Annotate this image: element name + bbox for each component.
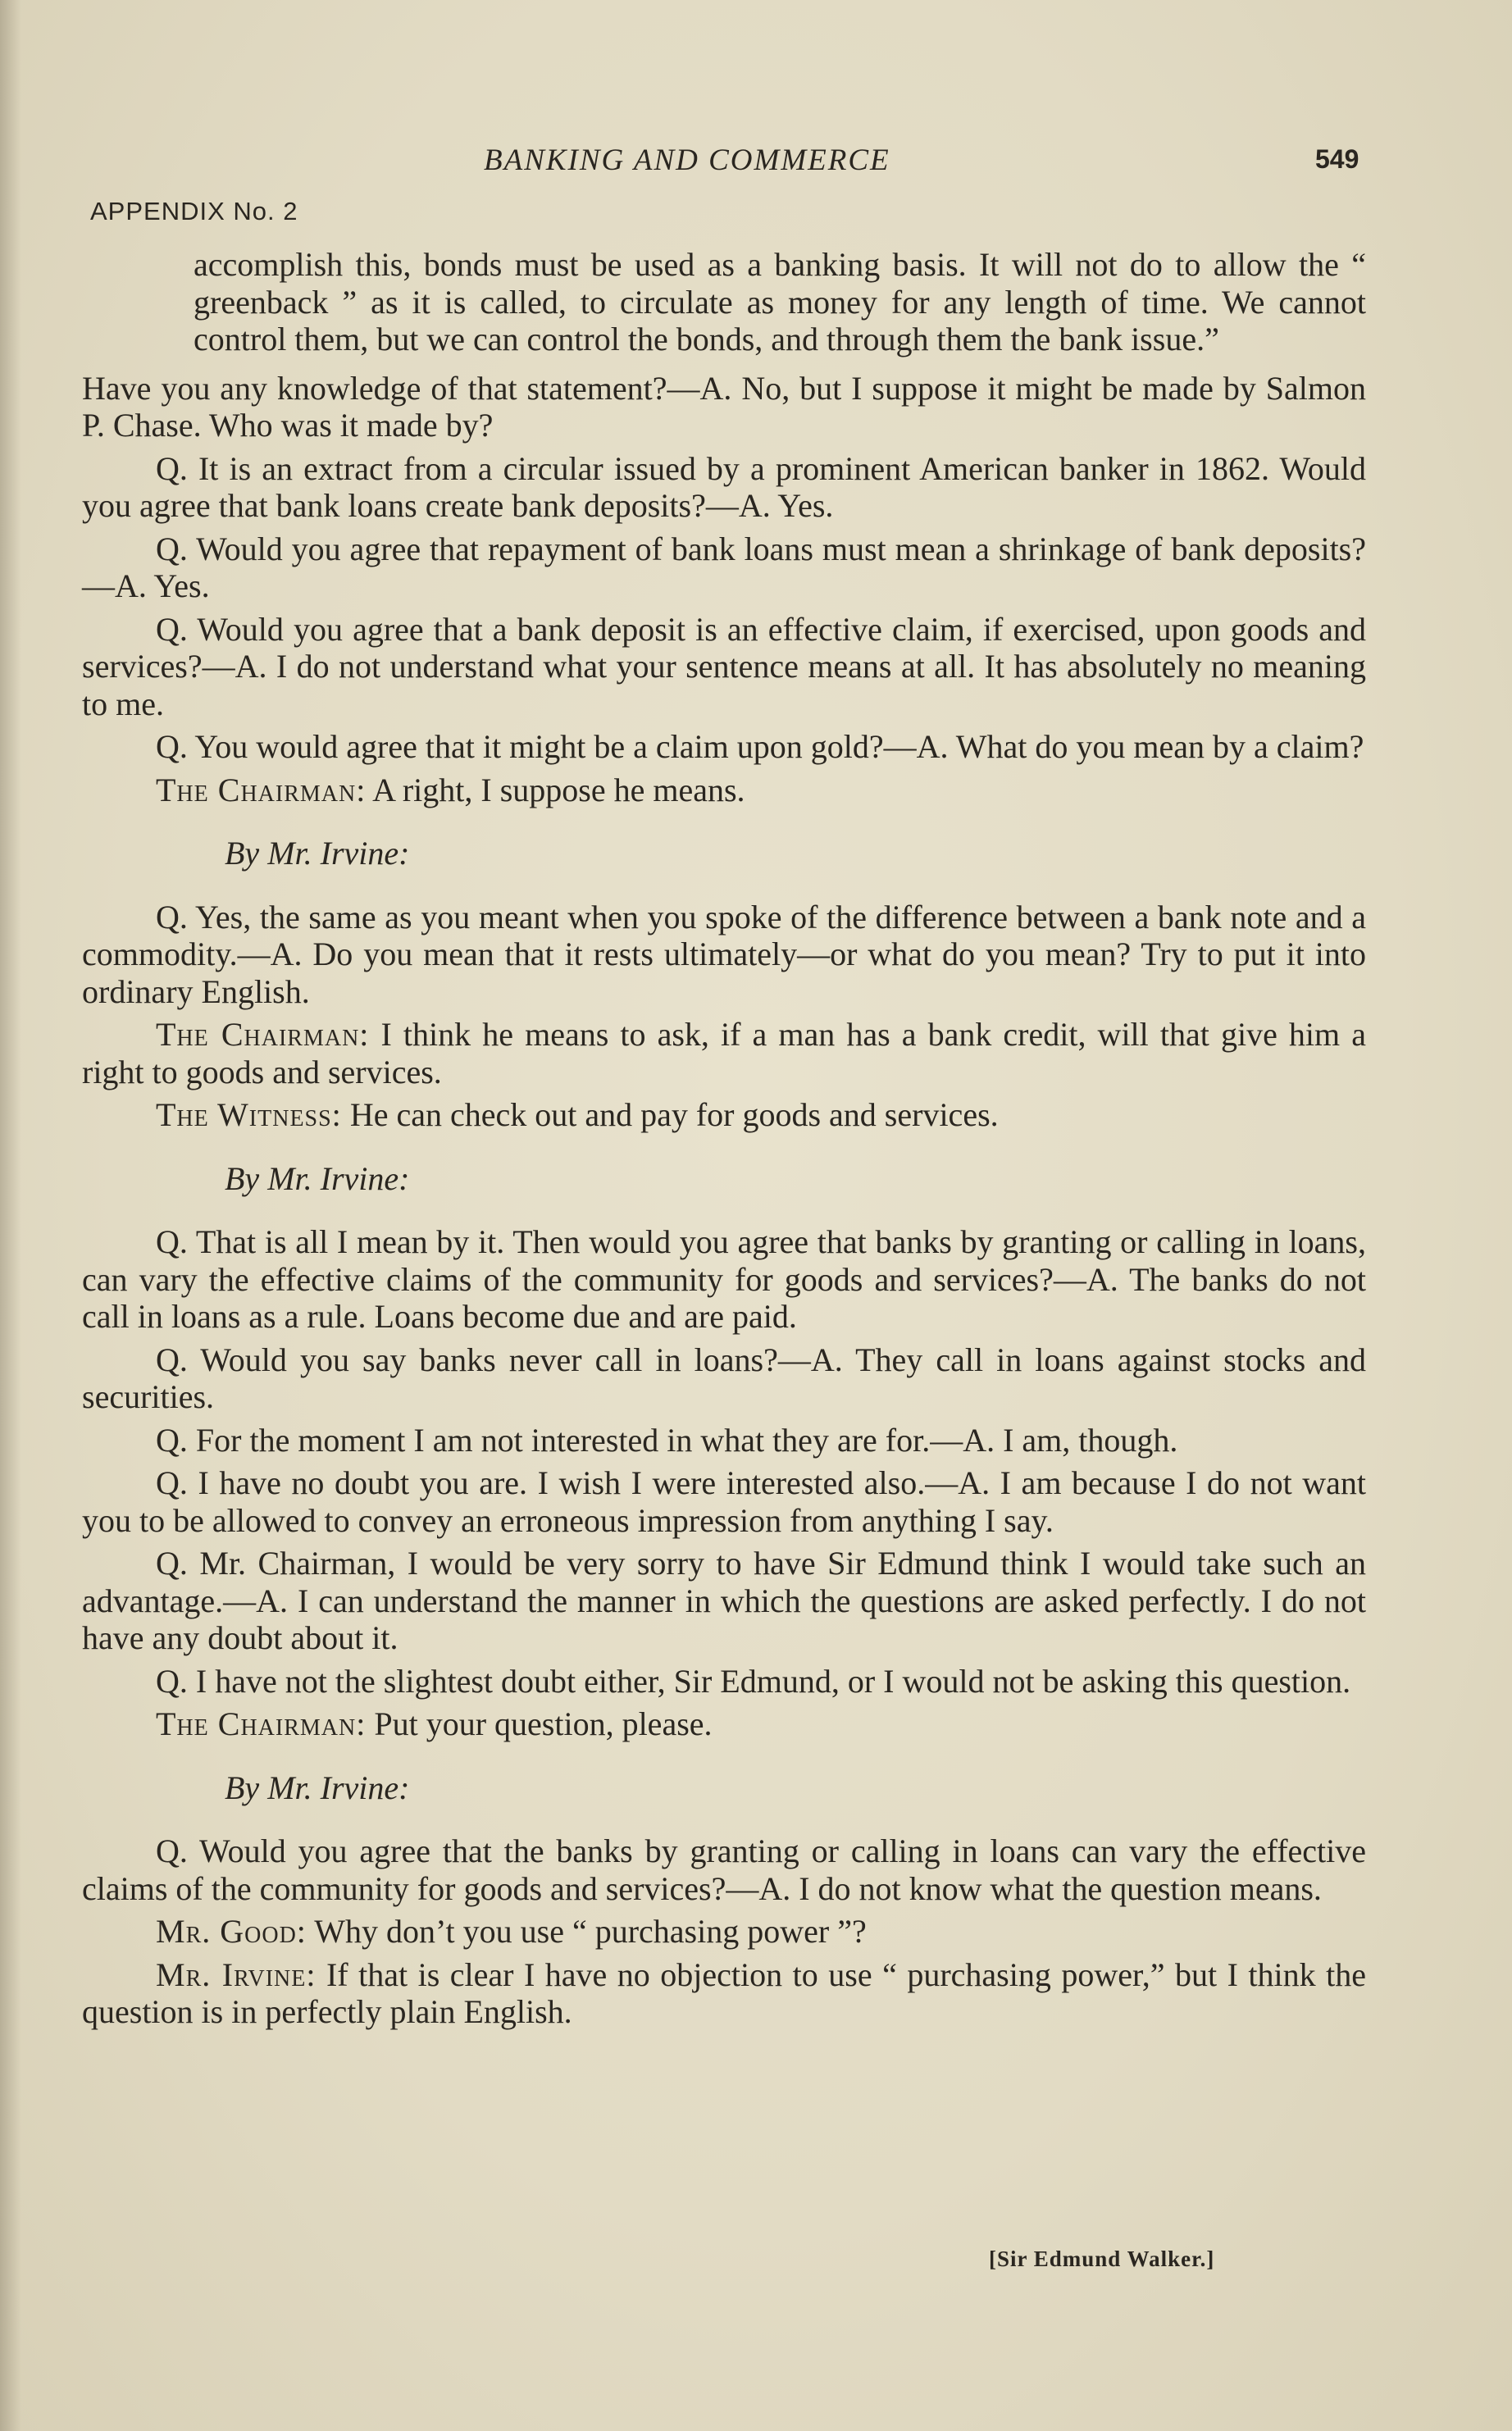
paragraph-6 bbox=[82, 772, 1366, 809]
paragraph-3: Q. Would you agree that repayment of bank loans must mean a shrinkage of bank deposits?—A. Yes. bbox=[82, 530, 1366, 604]
paragraph-5: Q. You would agree that it might be a claim upon gold?—A. What do you mean by a claim? bbox=[156, 728, 1364, 765]
paragraph-11: Q. Would you say banks never call in loans?—A. They call in loans against stocks and securities. bbox=[82, 1341, 1366, 1415]
paragraph-12: Q. For the moment I am not interested in what they are for.—A. I am, though. bbox=[156, 1421, 1178, 1459]
paragraph-9 bbox=[82, 1096, 1366, 1134]
speech-text: If that is clear I have no objection to use “ purchasing power,” but I think the question is in perfectly plain English. bbox=[82, 1955, 1366, 2030]
paragraph-1: Have you any knowledge of that statement?—A. No, but I suppose it might be made by Salmon P. Chase. Who was it made by? bbox=[82, 369, 1366, 444]
speech-text: He can check out and pay for goods and services. bbox=[349, 1096, 999, 1133]
speech-text: Put your question, please. bbox=[374, 1705, 713, 1742]
byline-3: By Mr. Irvine: bbox=[225, 1769, 410, 1806]
paragraph-15: Q. I have not the slightest doubt either, Sir Edmund, or I would not be asking this question. bbox=[156, 1662, 1351, 1700]
speech-text: A right, I suppose he means. bbox=[372, 771, 745, 808]
quote-paragraph: accomplish this, bonds must be used as a banking basis. It will not do to allow the “ greenback ” as it is called, to circulate as money for any length of time. We cannot control them, but we can control the bonds, and through them the bank issue.” bbox=[194, 246, 1366, 357]
speaker-label: The Chairman: bbox=[156, 1016, 370, 1053]
paragraph-16 bbox=[82, 1705, 1366, 1743]
speech-text: I think he means to ask, if a man has a bank credit, will that give him a right to goods and services. bbox=[82, 1016, 1366, 1090]
witness-signature: [Sir Edmund Walker.] bbox=[989, 2247, 1215, 2271]
speaker-label: The Chairman: bbox=[156, 1705, 367, 1742]
speaker-label: Mr. Good: bbox=[156, 1913, 307, 1950]
byline-1: By Mr. Irvine: bbox=[225, 835, 410, 872]
paragraph-14: Q. Mr. Chairman, I would be very sorry to have Sir Edmund think I would take such an advantage.—A. I can understand the manner in which the questions are asked perfectly. I do not have any doubt about it. bbox=[82, 1545, 1366, 1656]
running-title: BANKING AND COMMERCE bbox=[484, 143, 890, 177]
speaker-label: Mr. Irvine: bbox=[156, 1955, 317, 1993]
paragraph-10: Q. That is all I mean by it. Then would you agree that banks by granting or calling in loans, can vary the effective claims of the community for goods and services?—A. The banks do not call in loans as a rule. Loans become due and are paid. bbox=[82, 1223, 1366, 1335]
paragraph-17: Q. Would you agree that the banks by granting or calling in loans can vary the effective claims of the community for goods and services?—A. I do not know what the question means. bbox=[82, 1832, 1366, 1907]
paragraph-13: Q. I have no doubt you are. I wish I were interested also.—A. I am because I do not want you to be allowed to convey an erroneous impression from anything I say. bbox=[82, 1464, 1366, 1539]
paragraph-4: Q. Would you agree that a bank deposit is an effective claim, if exercised, upon goods and services?—A. I do not understand what your sentence means at all. It has absolutely no meaning to me. bbox=[82, 610, 1366, 722]
paragraph-8 bbox=[82, 1016, 1366, 1090]
page-header bbox=[0, 139, 1512, 189]
speaker-label: The Witness: bbox=[156, 1096, 342, 1133]
speaker-label: The Chairman: bbox=[156, 771, 367, 808]
paragraph-19 bbox=[82, 1956, 1366, 2031]
appendix-label: APPENDIX No. 2 bbox=[90, 197, 298, 225]
page-edge-shadow bbox=[0, 0, 21, 2431]
transcript-body bbox=[82, 246, 1366, 2037]
byline-2: By Mr. Irvine: bbox=[225, 1159, 410, 1197]
page-number: 549 bbox=[1315, 144, 1359, 174]
paragraph-7: Q. Yes, the same as you meant when you spoke of the difference between a bank note and a commodity.—A. Do you mean that it rests ultimately—or what do you mean? Try to put it into ordinary English. bbox=[82, 898, 1366, 1010]
paragraph-2: Q. It is an extract from a circular issued by a prominent American banker in 1862. Would you agree that bank loans create bank deposits?—A. Yes. bbox=[82, 449, 1366, 524]
speech-text: Why don’t you use “ purchasing power ”? bbox=[314, 1913, 867, 1950]
paragraph-18 bbox=[82, 1913, 1366, 1951]
